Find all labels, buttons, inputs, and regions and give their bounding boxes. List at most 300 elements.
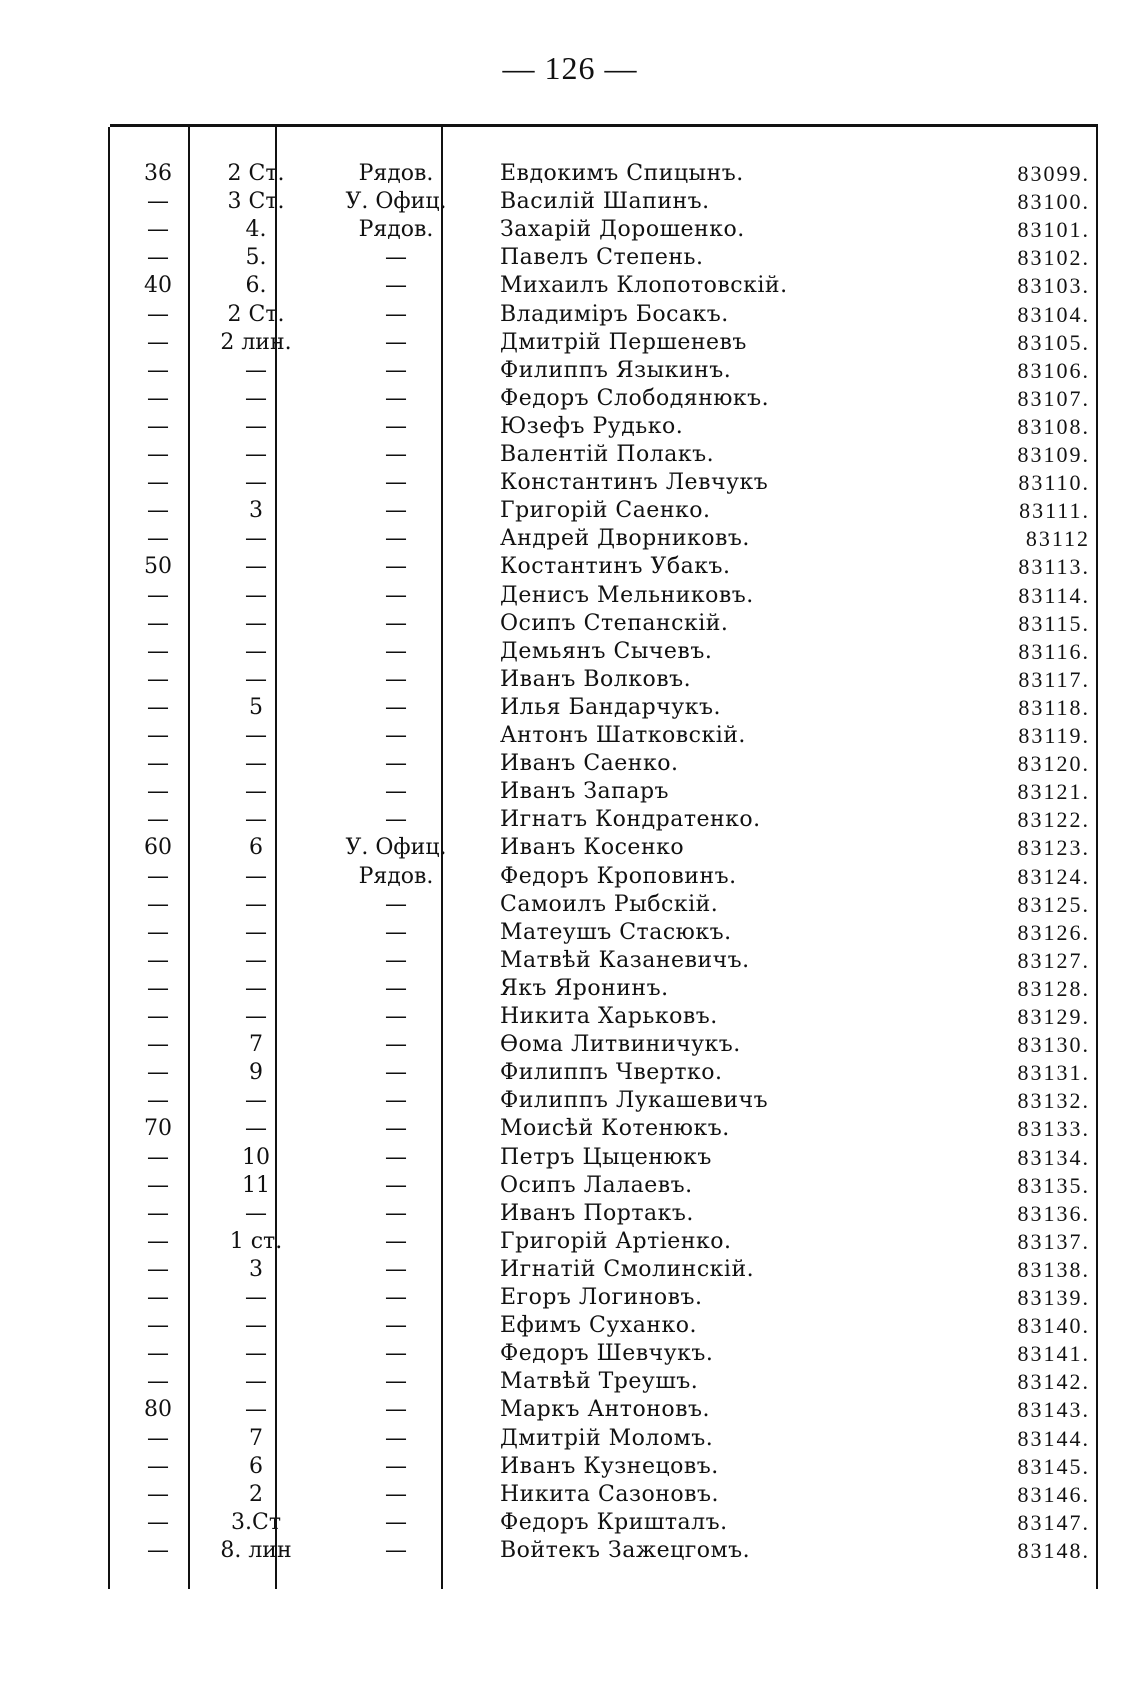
row-company: 2 Ст. (227, 161, 285, 186)
row-id: 83115. (1018, 610, 1090, 636)
row-rank: У. Офиц. (345, 189, 447, 215)
table-row (110, 1481, 1098, 1509)
row-number: — (147, 385, 169, 411)
row-number: 70 (144, 1116, 172, 1142)
table-row (110, 1284, 1098, 1312)
table-row (110, 329, 1098, 357)
row-rank: — (385, 1200, 407, 1226)
row-rank: — (385, 526, 407, 552)
table-row (110, 1003, 1098, 1031)
row-name: Антонъ Шатковскій. (500, 723, 746, 748)
row-company: — (245, 1285, 267, 1310)
row-rank: — (385, 1313, 407, 1339)
row-number: — (147, 442, 169, 467)
row-name: Константинъ Левчукъ (500, 470, 769, 496)
row-id: 83147. (1017, 1509, 1090, 1535)
row-id: 83111. (1019, 498, 1090, 524)
table-row (110, 722, 1098, 750)
row-company: — (245, 666, 267, 692)
table-row (110, 1200, 1098, 1228)
row-number: — (147, 919, 169, 945)
row-name: Ефимъ Суханко. (500, 1313, 697, 1339)
row-name: Илья Бандарчукъ. (500, 694, 721, 720)
table-row (110, 1537, 1098, 1565)
row-rank: — (385, 807, 407, 833)
row-company: — (245, 442, 267, 467)
row-name: Дмитрій Моломъ. (500, 1425, 714, 1451)
row-rank: — (385, 470, 407, 496)
row-number: — (147, 189, 169, 215)
row-rank: — (385, 498, 407, 524)
row-id: 83136. (1017, 1200, 1090, 1226)
row-rank: Рядов. (358, 863, 434, 889)
row-id: 83122. (1017, 807, 1090, 833)
row-company: — (245, 470, 267, 496)
row-name: Игнатій Смолинскій. (500, 1256, 755, 1282)
row-name: Филиппъ Лукашевичъ (500, 1088, 769, 1114)
row-id: 83121. (1017, 779, 1090, 805)
table-row (110, 834, 1098, 862)
row-company: — (245, 413, 267, 439)
row-company: — (245, 807, 267, 833)
table-row (110, 582, 1098, 610)
row-name: Валентій Полакъ. (500, 442, 715, 467)
row-id: 83126. (1017, 919, 1090, 945)
row-rank: — (385, 1481, 407, 1507)
row-rank: — (385, 1397, 407, 1423)
row-rank: — (385, 273, 407, 299)
row-rank: — (385, 1453, 407, 1479)
row-id: 83119. (1018, 723, 1090, 748)
table-row (110, 497, 1098, 525)
row-rank: У. Офиц. (345, 835, 447, 861)
table-row (110, 806, 1098, 834)
row-number: — (147, 245, 169, 271)
row-name: Костантинъ Убакъ. (500, 554, 731, 580)
row-company: — (245, 1313, 267, 1339)
row-id: 83107. (1017, 385, 1090, 411)
row-id: 83112 (1025, 526, 1090, 552)
row-company: 8. лин (220, 1537, 292, 1563)
row-id: 83127. (1017, 947, 1090, 973)
row-company: 3 (249, 1256, 263, 1282)
row-company: — (245, 751, 267, 777)
row-name: Иванъ Запаръ (500, 779, 670, 805)
row-number: — (147, 1144, 169, 1170)
row-company: — (245, 526, 267, 552)
row-name: Григорій Артіенко. (500, 1228, 732, 1254)
row-number: — (147, 975, 169, 1001)
row-name: Иванъ Саенко. (500, 751, 679, 777)
row-company: 2 (249, 1481, 263, 1507)
row-id: 83129. (1017, 1004, 1090, 1029)
row-name: Юзефъ Рудько. (500, 413, 684, 439)
row-id: 83133. (1017, 1116, 1090, 1142)
row-rank: — (385, 582, 407, 608)
row-number: — (147, 751, 169, 777)
row-id: 83143. (1017, 1397, 1090, 1423)
row-number: — (147, 1453, 169, 1479)
row-name: Василій Шапинъ. (500, 189, 710, 215)
row-number: — (147, 863, 169, 889)
table-row (110, 160, 1098, 188)
row-id: 83131. (1017, 1060, 1090, 1086)
table-row (110, 1031, 1098, 1059)
table-row (110, 1228, 1098, 1256)
table-row (110, 216, 1098, 244)
row-rank: — (385, 1060, 407, 1086)
row-number: — (147, 1341, 169, 1367)
row-id: 83113. (1018, 554, 1090, 580)
row-company: 4. (245, 217, 267, 243)
row-rank: — (385, 1032, 407, 1058)
row-number: — (147, 413, 169, 439)
row-company: 6 (249, 835, 263, 861)
table-row (110, 1312, 1098, 1340)
row-number: — (147, 1060, 169, 1086)
row-rank: — (385, 947, 407, 973)
table-row (110, 441, 1098, 469)
page-number: — 126 — (502, 50, 638, 86)
table-row (110, 272, 1098, 300)
row-company: — (245, 1341, 267, 1367)
row-company: — (245, 1397, 267, 1423)
row-rank: — (385, 1228, 407, 1254)
row-number: — (147, 1425, 169, 1451)
row-number: — (147, 947, 169, 973)
row-name: Войтекъ Зажецгомъ. (500, 1537, 751, 1563)
row-number: — (147, 1313, 169, 1339)
row-name: Осипъ Степанскій. (500, 610, 729, 636)
row-id: 83148. (1017, 1537, 1090, 1563)
row-company: — (245, 582, 267, 608)
row-number: — (147, 1369, 169, 1395)
row-rank: — (385, 413, 407, 439)
row-company: — (245, 1369, 267, 1395)
row-company: — (245, 891, 267, 917)
row-rank: — (385, 1285, 407, 1310)
row-company: 7 (249, 1032, 263, 1058)
row-company: 3.Ст (231, 1509, 281, 1535)
row-rank: — (385, 357, 407, 383)
row-number: 36 (144, 161, 172, 186)
row-id: 83132. (1017, 1088, 1090, 1114)
row-company: 1 ст. (229, 1228, 283, 1254)
row-company: — (245, 723, 267, 748)
row-number: 60 (144, 835, 172, 861)
row-id: 83106. (1017, 357, 1090, 383)
row-company: 3 Ст. (227, 189, 285, 215)
row-company: 2 лин. (220, 329, 292, 355)
row-number: — (147, 1200, 169, 1226)
table-row (110, 1453, 1098, 1481)
row-name: Никита Харьковъ. (500, 1004, 718, 1029)
row-number: — (147, 1172, 169, 1198)
table-row (110, 1396, 1098, 1424)
row-id: 83134. (1017, 1144, 1090, 1170)
row-rank: — (385, 245, 407, 271)
table-row (110, 1059, 1098, 1087)
row-number: — (147, 723, 169, 748)
row-rank: — (385, 1116, 407, 1142)
row-rank: — (385, 554, 407, 580)
row-company: — (245, 385, 267, 411)
row-number: — (147, 1088, 169, 1114)
row-number: — (147, 582, 169, 608)
table-row (110, 1115, 1098, 1143)
row-name: Федоръ Слободянюкъ. (500, 385, 770, 411)
row-name: Ѳома Литвиничукъ. (500, 1032, 741, 1058)
row-rank: — (385, 1369, 407, 1395)
row-id: 83140. (1017, 1313, 1090, 1339)
row-number: — (147, 470, 169, 496)
row-company: 11 (242, 1172, 270, 1198)
table-row (110, 638, 1098, 666)
row-id: 83137. (1017, 1228, 1090, 1254)
table-row (110, 610, 1098, 638)
row-company: 7 (249, 1425, 263, 1451)
table-row (110, 385, 1098, 413)
row-company: — (245, 610, 267, 636)
table-row (110, 975, 1098, 1003)
row-company: 2 Ст. (227, 301, 285, 327)
row-name: Евдокимъ Спицынъ. (500, 161, 744, 186)
row-number: — (147, 807, 169, 833)
row-company: — (245, 919, 267, 945)
table-row (110, 1144, 1098, 1172)
row-name: Иванъ Косенко (500, 835, 685, 861)
row-company: — (245, 863, 267, 889)
row-id: 83108. (1017, 413, 1090, 439)
row-number: — (147, 891, 169, 917)
table-row (110, 525, 1098, 553)
row-rank: — (385, 779, 407, 805)
row-rank: — (385, 975, 407, 1001)
row-name: Григорій Саенко. (500, 498, 711, 524)
row-name: Маркъ Антоновъ. (500, 1397, 710, 1423)
table-row (110, 357, 1098, 385)
row-company: — (245, 1116, 267, 1142)
row-company: 9 (249, 1060, 263, 1086)
row-number: — (147, 1537, 169, 1563)
row-number: — (147, 610, 169, 636)
row-number: 50 (144, 554, 172, 580)
table-row (110, 469, 1098, 497)
row-name: Матвѣй Казаневичъ. (500, 947, 750, 973)
table-row (110, 666, 1098, 694)
row-rank: — (385, 442, 407, 467)
row-number: 80 (144, 1397, 172, 1423)
row-company: — (245, 779, 267, 805)
row-rank: — (385, 1088, 407, 1114)
row-name: Андрей Дворниковъ. (500, 526, 750, 552)
row-id: 83144. (1017, 1425, 1090, 1451)
table-row (110, 1368, 1098, 1396)
row-rank: — (385, 1509, 407, 1535)
row-company: 5. (245, 245, 267, 271)
row-id: 83105. (1017, 329, 1090, 355)
table-row (110, 694, 1098, 722)
row-name: Иванъ Кузнецовъ. (500, 1453, 719, 1479)
table-row (110, 891, 1098, 919)
row-rank: — (385, 638, 407, 664)
row-company: — (245, 638, 267, 664)
row-id: 83101. (1017, 217, 1090, 243)
row-name: Демьянъ Сычевъ. (500, 638, 713, 664)
row-number: — (147, 1285, 169, 1310)
row-number: — (147, 217, 169, 243)
row-name: Игнатъ Кондратенко. (500, 807, 761, 833)
table-row (110, 919, 1098, 947)
row-name: Захарій Дорошенко. (500, 217, 745, 243)
row-id: 83124. (1017, 863, 1090, 889)
row-id: 83117. (1018, 666, 1090, 692)
row-number: — (147, 694, 169, 720)
row-name: Денисъ Мельниковъ. (500, 582, 754, 608)
table-row (110, 1172, 1098, 1200)
row-company: — (245, 975, 267, 1001)
row-id: 83099. (1017, 161, 1090, 186)
row-name: Федоръ Кришталъ. (500, 1509, 728, 1535)
row-rank: — (385, 385, 407, 411)
row-id: 83102. (1017, 245, 1090, 271)
roster-table (110, 124, 1098, 1589)
row-id: 83128. (1017, 975, 1090, 1001)
row-id: 83130. (1017, 1032, 1090, 1058)
row-name: Никита Сазоновъ. (500, 1481, 720, 1507)
row-rank: — (385, 751, 407, 777)
row-name: Егоръ Логиновъ. (500, 1285, 703, 1310)
row-name: Владиміръ Босакъ. (500, 301, 729, 327)
row-id: 83125. (1017, 891, 1090, 917)
row-id: 83110. (1018, 470, 1090, 496)
row-name: Моисѣй Котенюкъ. (500, 1116, 730, 1142)
row-name: Филиппъ Чвертко. (500, 1060, 723, 1086)
row-rank: — (385, 919, 407, 945)
row-rank: — (385, 1537, 407, 1563)
row-rank: — (385, 694, 407, 720)
row-rank: — (385, 1341, 407, 1367)
row-name: Филиппъ Языкинъ. (500, 357, 732, 383)
row-number: — (147, 1032, 169, 1058)
row-name: Федоръ Шевчукъ. (500, 1341, 714, 1367)
row-rank: — (385, 1004, 407, 1029)
table-row (110, 750, 1098, 778)
row-number: — (147, 1004, 169, 1029)
row-rank: — (385, 1425, 407, 1451)
row-rank: — (385, 666, 407, 692)
row-rank: — (385, 891, 407, 917)
row-name: Осипъ Лалаевъ. (500, 1172, 693, 1198)
row-id: 83139. (1017, 1285, 1090, 1310)
table-row (110, 244, 1098, 272)
row-rank: — (385, 329, 407, 355)
row-name: Павелъ Степень. (500, 245, 704, 271)
row-id: 83114. (1018, 582, 1090, 608)
row-number: 40 (144, 273, 172, 299)
row-rank: — (385, 1256, 407, 1282)
table-row (110, 947, 1098, 975)
row-id: 83100. (1017, 189, 1090, 215)
row-number: — (147, 526, 169, 552)
row-number: — (147, 498, 169, 524)
row-company: 3 (249, 498, 263, 524)
row-name: Иванъ Волковъ. (500, 666, 692, 692)
row-rank: — (385, 1172, 407, 1198)
row-id: 83123. (1017, 835, 1090, 861)
row-id: 83141. (1017, 1341, 1090, 1367)
row-number: — (147, 1228, 169, 1254)
row-name: Якъ Яронинъ. (500, 975, 669, 1001)
row-rank: Рядов. (358, 161, 434, 186)
table-row (110, 553, 1098, 581)
table-row (110, 301, 1098, 329)
row-id: 83146. (1017, 1481, 1090, 1507)
table-row (110, 863, 1098, 891)
table-row (110, 778, 1098, 806)
row-company: 5 (249, 694, 263, 720)
row-company: 6. (245, 273, 267, 299)
row-name: Матвѣй Треушъ. (500, 1369, 699, 1395)
row-company: — (245, 947, 267, 973)
row-company: — (245, 1088, 267, 1114)
row-id: 83109. (1017, 442, 1090, 467)
row-number: — (147, 638, 169, 664)
row-number: — (147, 1509, 169, 1535)
row-rank: Рядов. (358, 217, 434, 243)
row-number: — (147, 666, 169, 692)
row-id: 83142. (1017, 1369, 1090, 1395)
row-company: — (245, 357, 267, 383)
row-name: Иванъ Портакъ. (500, 1200, 694, 1226)
row-id: 83135. (1017, 1172, 1090, 1198)
row-name: Дмитрій Першеневъ (500, 329, 747, 355)
table-row (110, 1509, 1098, 1537)
row-number: — (147, 1256, 169, 1282)
row-number: — (147, 1481, 169, 1507)
row-id: 83118. (1018, 694, 1090, 720)
row-name: Федоръ Кроповинъ. (500, 863, 737, 889)
row-name: Матеушъ Стасюкъ. (500, 919, 732, 945)
row-number: — (147, 357, 169, 383)
row-company: — (245, 1200, 267, 1226)
row-id: 83120. (1017, 751, 1090, 777)
row-company: 6 (249, 1453, 263, 1479)
row-id: 83116. (1018, 638, 1090, 664)
table-row (110, 1256, 1098, 1284)
row-id: 83103. (1017, 273, 1090, 299)
row-name: Михаилъ Клопотовскій. (500, 273, 788, 299)
row-id: 83104. (1017, 301, 1090, 327)
row-rank: — (385, 301, 407, 327)
row-number: — (147, 301, 169, 327)
row-number: — (147, 329, 169, 355)
table-row (110, 1087, 1098, 1115)
table-row (110, 413, 1098, 441)
row-name: Петръ Цыценюкъ (500, 1144, 712, 1170)
row-rank: — (385, 723, 407, 748)
row-id: 83145. (1017, 1453, 1090, 1479)
row-company: — (245, 554, 267, 580)
row-company: — (245, 1004, 267, 1029)
row-id: 83138. (1017, 1256, 1090, 1282)
table-row (110, 1425, 1098, 1453)
row-rank: — (385, 1144, 407, 1170)
table-row (110, 188, 1098, 216)
table-row (110, 1340, 1098, 1368)
row-rank: — (385, 610, 407, 636)
row-number: — (147, 779, 169, 805)
